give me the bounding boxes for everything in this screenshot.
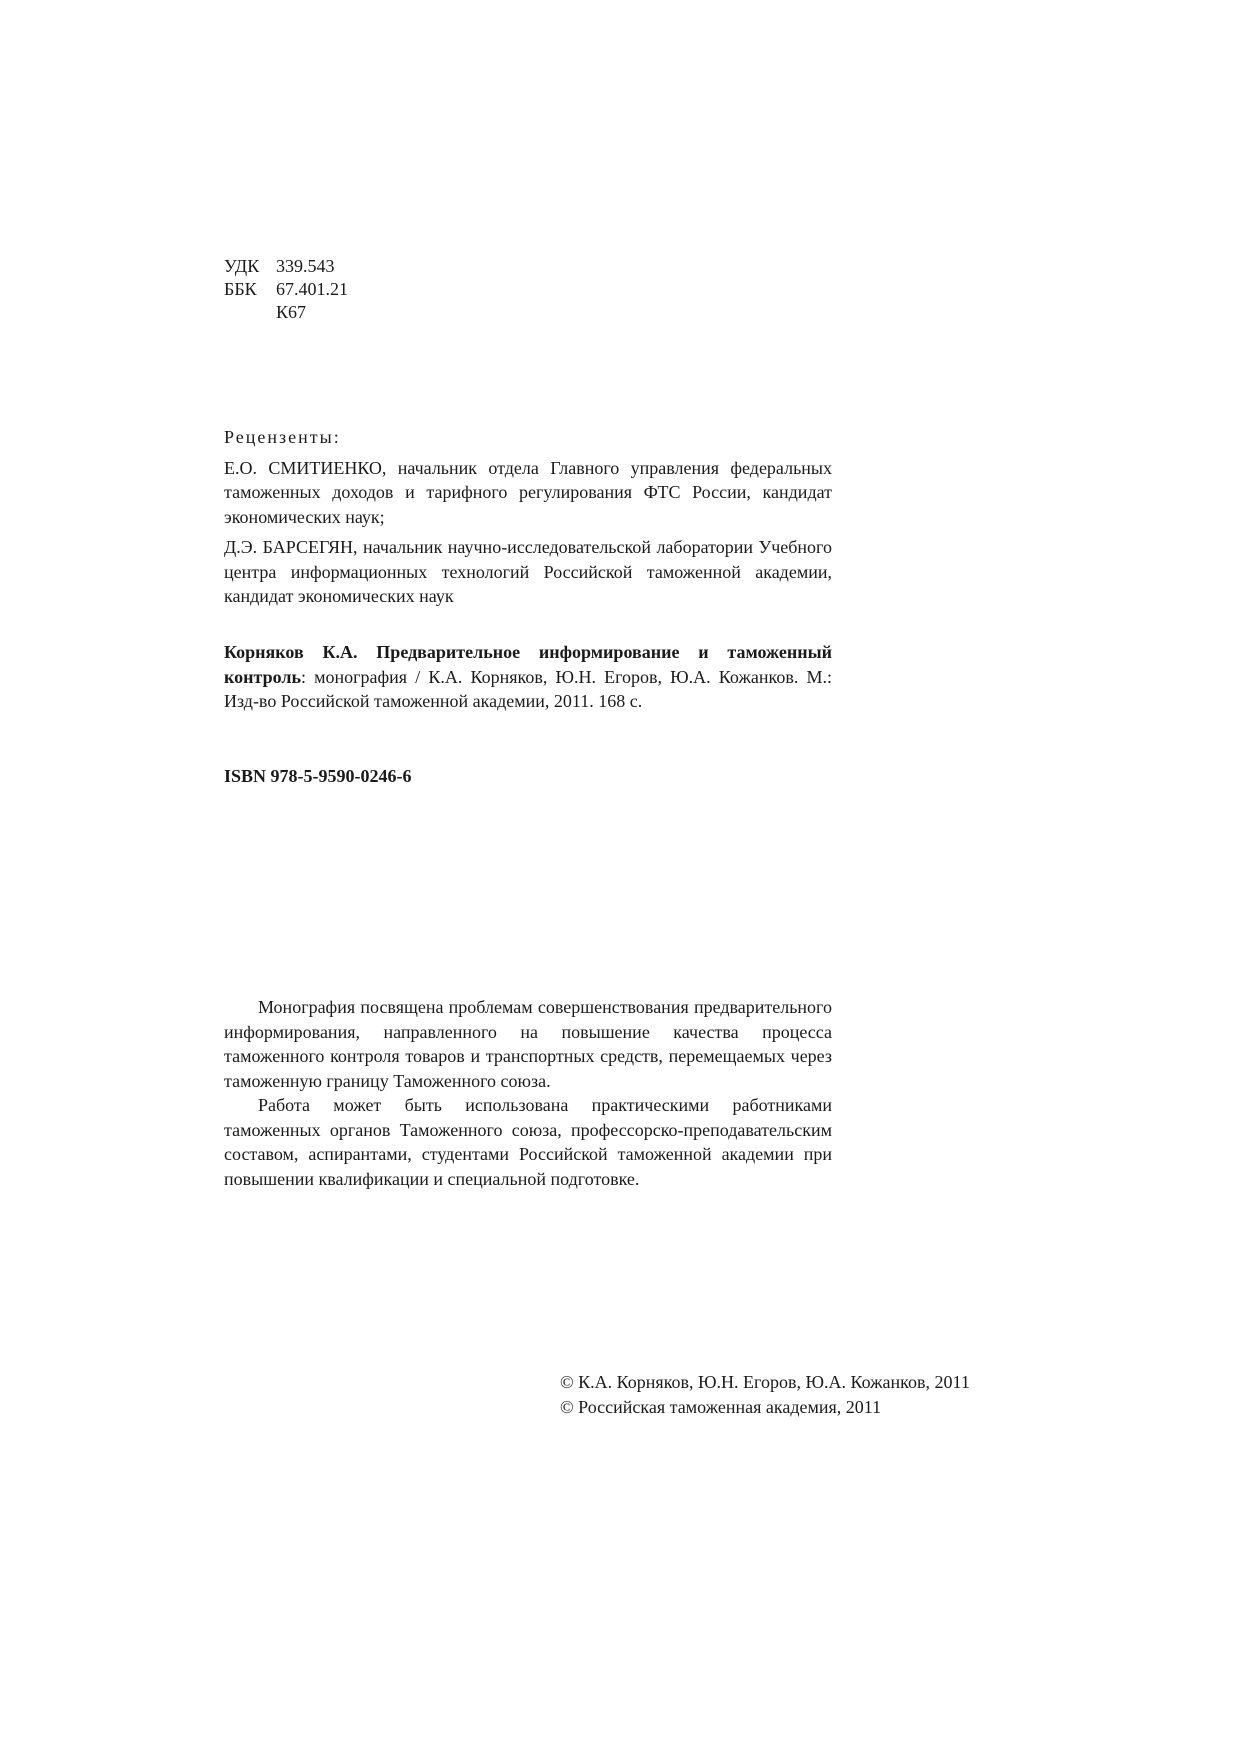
reviewer-entry: Е.О. СМИТИЕНКО, начальник отдела Главного управления федеральных таможенных доходов и тарифного регулирования ФТС России, кандидат экономических наук; [224, 457, 832, 527]
udk-value: 339.543 [276, 256, 335, 276]
copyright-line: © К.А. Корняков, Ю.Н. Егоров, Ю.А. Кожанков, 2011 [560, 1372, 970, 1392]
udk-row [224, 255, 348, 278]
annotation-paragraph: Работа может быть использована практическими работниками таможенных органов Таможенного союза, профессорско-преподавательским составом, аспирантами, студентами Российской таможенной академии при повышении квалификации и специальной подготовке. [224, 1095, 832, 1189]
author-mark: К67 [276, 302, 307, 322]
author-mark-row [224, 301, 348, 324]
copyright-line: © Российская таможенная академия, 2011 [560, 1396, 882, 1417]
isbn: ISBN 978-5-9590-0246-6 [224, 766, 412, 786]
reviewer-entry: Д.Э. БАРСЕГЯН, начальник научно-исследовательской лаборатории Учебного центра информационных технологий Российской таможенной академии, кандидат экономических наук [224, 537, 832, 606]
reviewers-block [224, 425, 832, 615]
bbk-value: 67.401.21 [276, 279, 348, 299]
bbk-label: ББК [224, 279, 257, 299]
bibliographic-record [224, 640, 832, 714]
reviewers-heading: Рецензенты: [224, 427, 341, 447]
annotation-block [224, 995, 832, 1191]
bbk-row [224, 278, 348, 301]
bibliographic-details: : монография / К.А. Корняков, Ю.Н. Егоров, Ю.А. Кожанков. М.: Изд-во Российской таможенной академии, 2011. 168 с. [224, 666, 832, 711]
copyright-block [560, 1370, 970, 1419]
bibliographic-title: Корняков К.А. Предварительное информирование и таможенный контроль [224, 642, 832, 687]
classification-block [224, 255, 348, 324]
annotation-paragraph: Монография посвящена проблемам совершенствования предварительного информирования, направленного на повышение качества процесса таможенного контроля товаров и транспортных средств, перемещаемых через таможенную границу Таможенного союза. [224, 997, 832, 1091]
udk-label: УДК [224, 256, 260, 276]
